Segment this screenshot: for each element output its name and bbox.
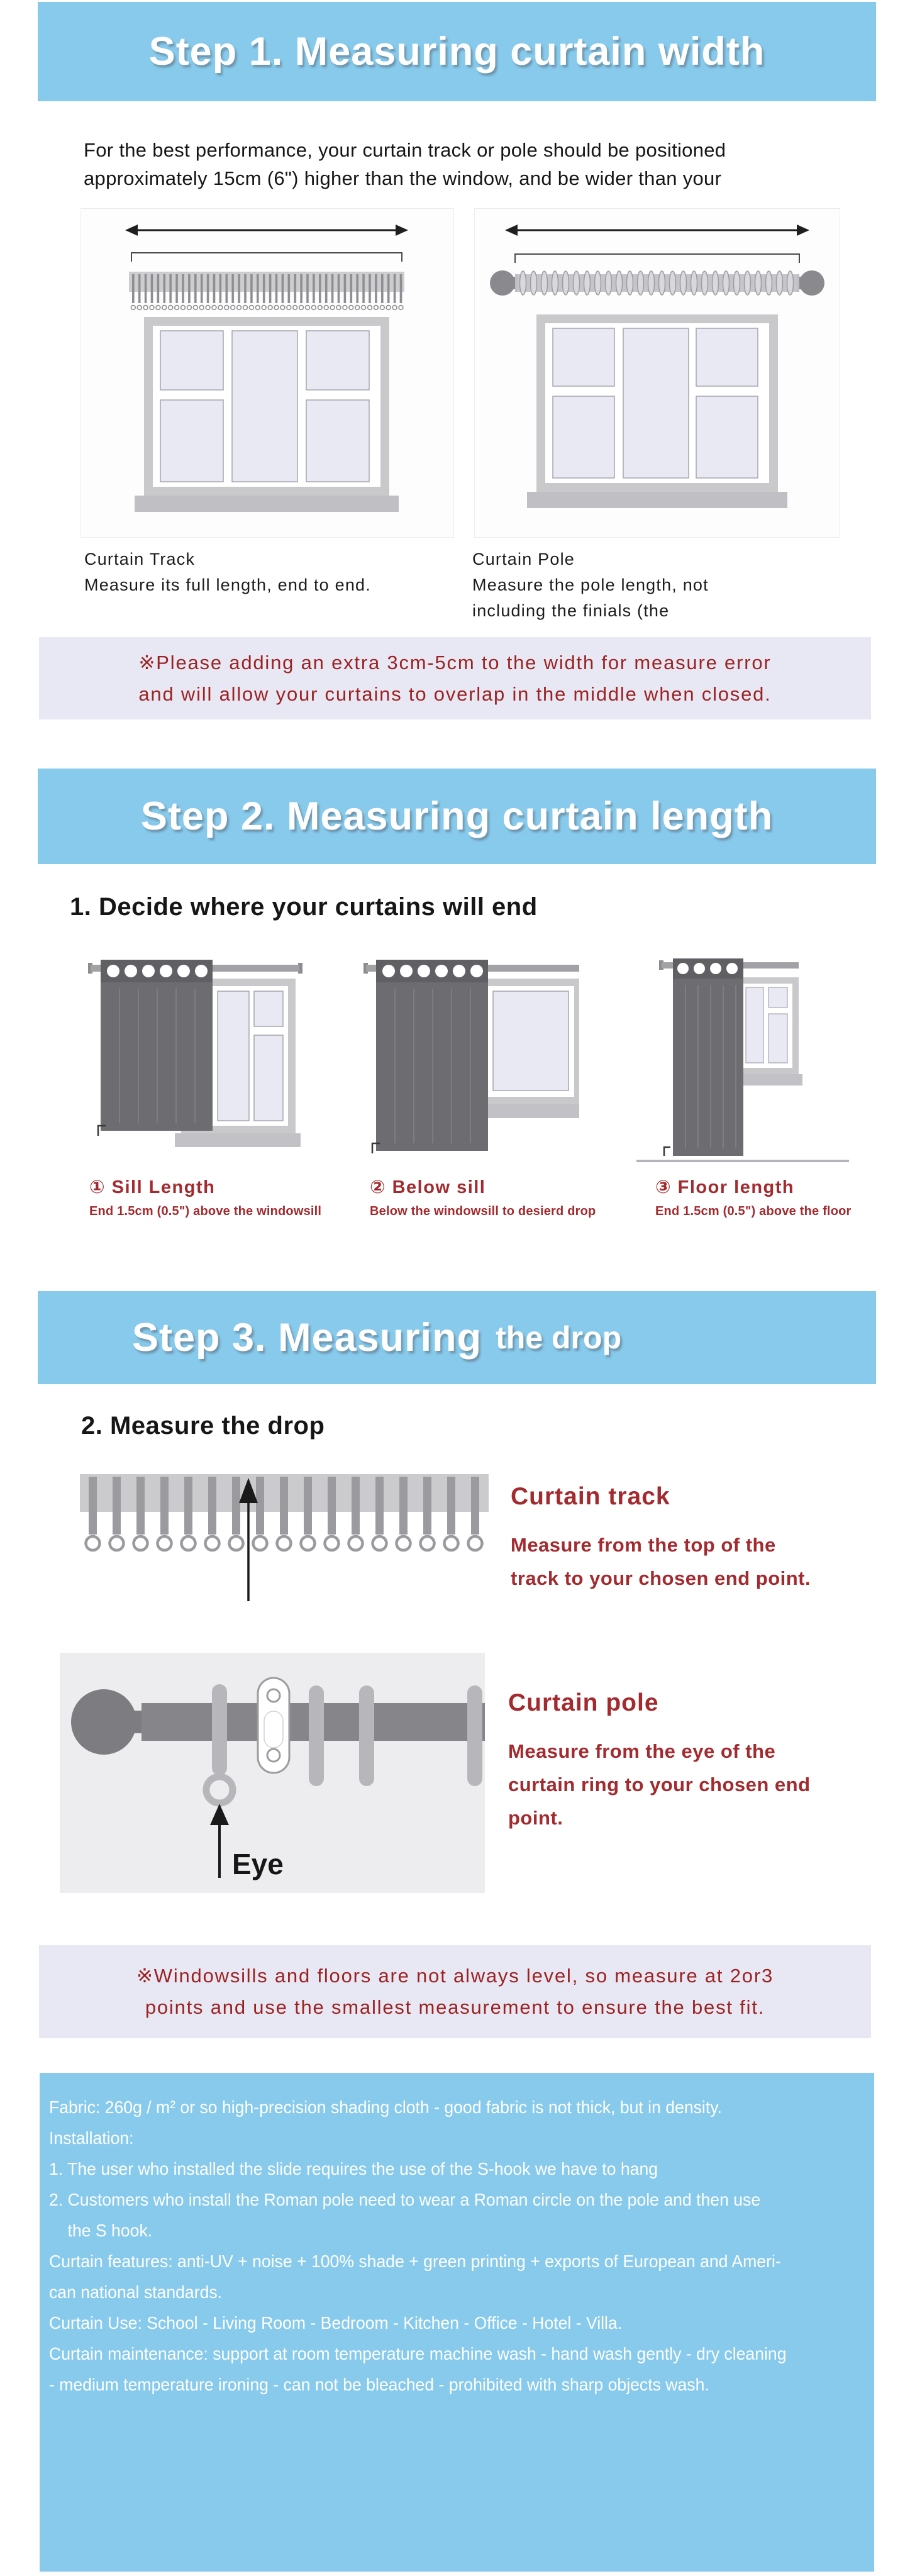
info-line: - medium temperature ironing - can not be bleached - prohibited with sharp objects wash.: [49, 2375, 709, 2394]
note-line: and will allow your curtains to overlap in the middle when closed.: [138, 682, 772, 705]
windowsill: [175, 1133, 301, 1147]
window-graphic: [527, 314, 787, 508]
caption-title: Curtain Track: [84, 550, 196, 569]
drop-pole-line: curtain ring to your chosen end: [508, 1774, 811, 1796]
info-line: Installation:: [49, 2128, 134, 2148]
step2-banner-title: Step 2. Measuring curtain length: [140, 794, 774, 838]
windowsill: [135, 496, 399, 512]
curtain-pole-graphic: [490, 270, 824, 296]
drop-track-line: track to your chosen end point.: [511, 1567, 811, 1589]
level-note: [39, 1945, 871, 2038]
end-point-marker: [664, 1147, 670, 1156]
product-info-box: [40, 2073, 874, 2572]
windowsill: [527, 492, 787, 508]
info-line: Curtain maintenance: support at room temperature machine wash - hand wash gently - dry cleaning: [49, 2344, 787, 2363]
drop-pole-line: point.: [508, 1807, 563, 1829]
drop-pole-text: [508, 1689, 811, 1835]
step3-banner: [38, 1291, 876, 1384]
below-sill-caption: [370, 1176, 596, 1219]
option-subtitle: End 1.5cm (0.5") above the floor: [655, 1204, 852, 1218]
option-subtitle: End 1.5cm (0.5") above the windowsill: [89, 1204, 322, 1218]
drop-track-title: Curtain track: [511, 1483, 670, 1510]
curtain-ring: [359, 1685, 374, 1786]
step3-banner-subtitle: the drop: [496, 1320, 622, 1355]
width-double-arrow-icon: [125, 225, 408, 236]
sill-length-caption: [89, 1176, 321, 1219]
curtain-track-window-diagram: [81, 209, 453, 537]
option-title: ② Below sill: [370, 1177, 486, 1197]
curtain-track-drop-figure: [79, 1470, 491, 1606]
option-subtitle: Below the windowsill to desierd drop: [370, 1204, 596, 1218]
floor-length-figure: [634, 943, 851, 1165]
eye-label: Eye: [232, 1848, 284, 1880]
caption-title: Curtain Pole: [472, 550, 575, 569]
curtain-ring: [467, 1685, 482, 1786]
intro-line: For the best performance, your curtain track or pole should be positioned: [84, 139, 726, 161]
note-line: points and use the smallest measurement to ensure the best fit.: [145, 1996, 765, 2018]
option-title: ③ Floor length: [655, 1177, 795, 1197]
caption-line: Measure the pole length, not: [472, 575, 709, 594]
measure-drop-heading: 2. Measure the drop: [81, 1412, 325, 1440]
curtain-track-diagram-panel: [80, 208, 454, 538]
intro-text: [84, 136, 726, 192]
track-gliders: [81, 1477, 487, 1555]
info-line: Curtain Use: School - Living Room - Bedroom - Kitchen - Office - Hotel - Villa.: [49, 2313, 623, 2333]
intro-line: approximately 15cm (6") higher than the window, and be wider than your: [84, 167, 722, 189]
sill-length-figure: [87, 943, 304, 1165]
drop-pole-title: Curtain pole: [508, 1689, 659, 1716]
step1-banner: [38, 2, 876, 101]
drop-track-line: Measure from the top of the: [511, 1534, 776, 1556]
step3-banner-title: Step 3. Measuring: [132, 1316, 482, 1360]
window-graphic: [135, 317, 399, 512]
curtain-pole-caption: [472, 547, 709, 624]
measure-bracket: [131, 253, 402, 262]
measure-bracket: [515, 254, 799, 263]
note-line: ※Windowsills and floors are not always level, so measure at 2or3: [136, 1965, 774, 1987]
curtain-panel: [101, 960, 213, 1131]
decide-heading: 1. Decide where your curtains will end: [70, 893, 538, 921]
info-line: 1. The user who installed the slide requires the use of the S-hook we have to hang: [49, 2159, 658, 2179]
pole-bracket: [258, 1678, 289, 1773]
info-line: the S hook.: [49, 2221, 153, 2240]
curtain-panel: [376, 960, 488, 1151]
caption-line: including the finials (the: [472, 601, 670, 620]
width-note: [39, 637, 871, 719]
curtain-pole-window-diagram: [475, 209, 840, 537]
note-line: ※Please adding an extra 3cm-5cm to the width for measure error: [138, 651, 772, 674]
step1-banner-title: Step 1. Measuring curtain width: [148, 30, 765, 74]
width-double-arrow-icon: [505, 225, 809, 236]
curtain-pole-diagram-panel: [474, 208, 840, 538]
curtain-track-graphic: [129, 272, 404, 313]
caption-line: Measure its full length, end to end.: [84, 575, 371, 594]
info-line: Fabric: 260g / m² or so high-precision shading cloth - good fabric is not thick, but in density.: [49, 2097, 722, 2117]
info-line: 2. Customers who install the Roman pole need to wear a Roman circle on the pole and then use: [49, 2190, 761, 2209]
option-title: ① Sill Length: [89, 1177, 216, 1197]
drop-track-text: [511, 1483, 811, 1595]
curtain-track-caption: [84, 547, 371, 598]
curtain-pole-drop-figure: [60, 1653, 485, 1893]
info-line: Curtain features: anti-UV + noise + 100% shade + green printing + exports of European and Ameri-: [49, 2251, 781, 2271]
floor-length-caption: [655, 1176, 852, 1219]
drop-pole-line: Measure from the eye of the: [508, 1740, 776, 1762]
below-sill-figure: [362, 943, 579, 1165]
curtain-ring: [309, 1685, 324, 1786]
info-line: can national standards.: [49, 2282, 223, 2302]
curtain-panel: [673, 958, 743, 1156]
step2-banner: [38, 769, 876, 864]
